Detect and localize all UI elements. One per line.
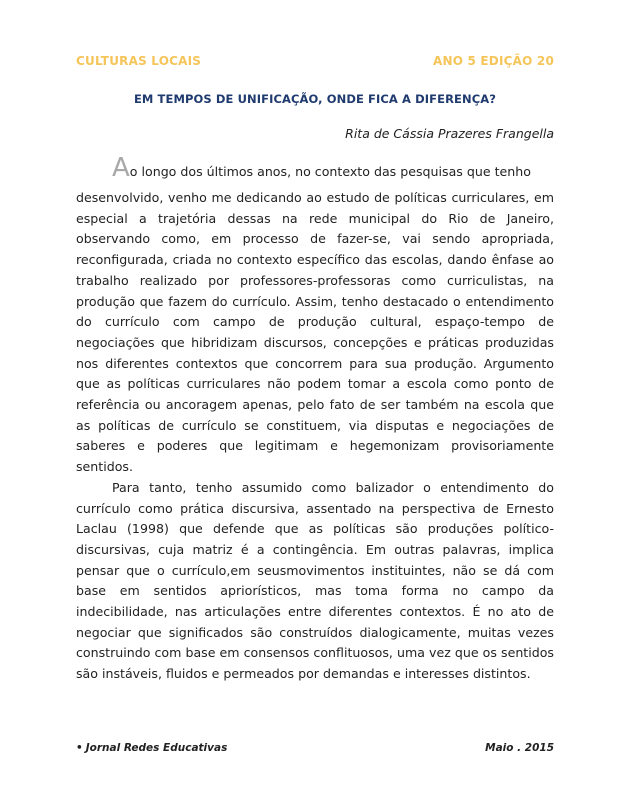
article-title: EM TEMPOS DE UNIFICAÇÃO, ONDE FICA A DIFERENÇA? — [133, 92, 497, 106]
journal-name-text: Jornal Redes Educativas — [85, 742, 228, 754]
bullet-icon: • — [76, 742, 83, 754]
page-header — [76, 54, 554, 68]
paragraph-1 — [76, 148, 554, 188]
drop-cap: A — [112, 153, 130, 183]
paragraph-1-first-line — [76, 148, 554, 188]
page-footer — [76, 742, 554, 754]
paragraph-1-opening: o longo dos últimos anos, no contexto das pesquisas que tenho — [129, 164, 531, 179]
article-author: Rita de Cássia Prazeres Frangella — [345, 126, 554, 141]
paragraph-2: Para tanto, tenho assumido como balizador o entendimento do currículo como prática discursiva, assentado na perspectiva de Ernesto Laclau (1998) que defende que as políticas são produções político-discursivas, cuja matriz é a contingência. Em outras palavras, implica pensar que o currículo,em seusmovimentos instituintes, não se dá com base em sentidos apriorísticos, mas toma forma no campo da indecibilidade, nas articulações entre diferentes contextos. É no ato de negociar que significados são construídos dialogicamente, muitas vezes construindo com base em consensos conflituosos, uma vez que os sentidos são instáveis, fluidos e permeados por demandas e interesses distintos. — [76, 479, 554, 682]
paragraph-1-continuation: desenvolvido, venho me dedicando ao estudo de políticas curriculares, em especial a trajetória dessas na rede municipal do Rio de Janeiro, observando como, em processo de fazer-se, vai sendo apropriada, reconfigurada, criada no contexto específico das escolas, dando ênfase ao trabalho realizado por professores-professoras como curriculistas, na produção que fazem do currículo. Assim, tenho destacado o entendimento do currículo com campo de produção cultural, espaço-tempo de negociações que hibridizam discursos, concepções e práticas produzidas nos diferentes contextos que concorrem para sua produção. Argumento que as políticas curriculares não podem tomar a escola como ponto de referência ou ancoragem apenas, pelo fato de ser também na escola que as políticas de currículo se constituem, via disputas e negociações de saberes e poderes que legitimam e hegemonizam provisoriamente sentidos. — [76, 190, 554, 475]
article-body — [76, 148, 554, 685]
publication-date: Maio . 2015 — [485, 742, 554, 754]
section-label: CULTURAS LOCAIS — [76, 54, 202, 68]
journal-name — [76, 742, 227, 754]
issue-label: ANO 5 EDIÇÃO 20 — [432, 54, 554, 68]
